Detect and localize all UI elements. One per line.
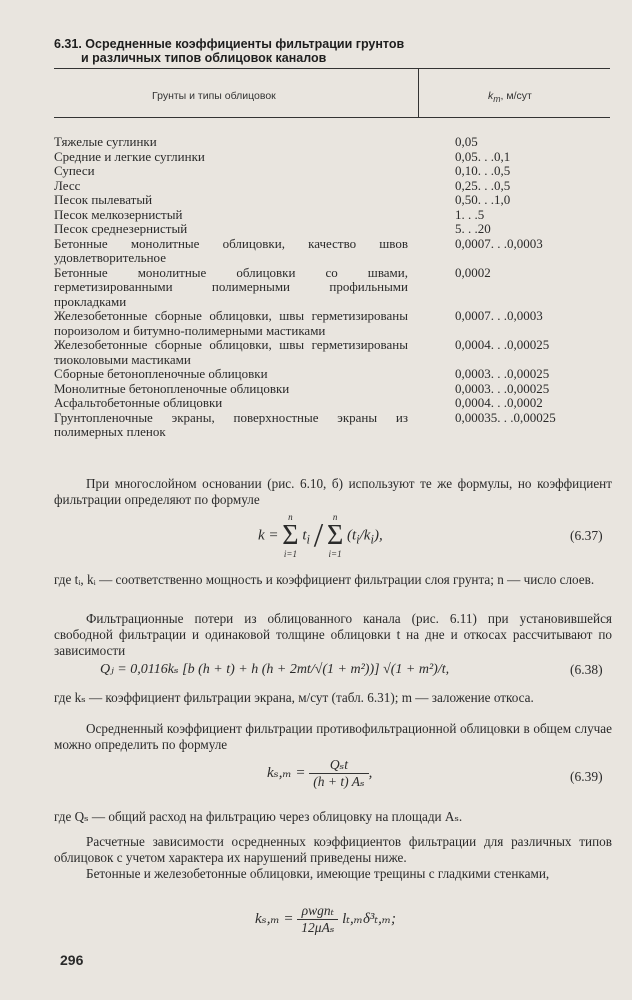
paragraph-multilayer: При многослойном основании (рис. 6.10, б) используют те же формулы, но коэффициент фильтрации определяют по формуле (54, 476, 612, 507)
table-body (54, 135, 610, 440)
filtration-coefficient: 0,0007. . .0,0003 (455, 308, 543, 323)
equation-number-6-38: (6.38) (570, 662, 603, 677)
table-title-line2: и различных типов облицовок каналов (81, 51, 327, 65)
soil-type: Песок пылеватый (54, 192, 153, 207)
table-row (54, 396, 610, 411)
soil-type: Грунтопленочные экраны, поверхностные экраны из полимерных пленок (54, 409, 408, 439)
soil-type: Железобетонные сборные облицовки, швы герметизированы пороизолом и битумно-полимерными мастиками (54, 308, 408, 338)
soil-type: Монолитные бетонопленочные облицовки (54, 380, 290, 396)
filtration-coefficient: 0,0003. . .0,00025 (455, 366, 550, 381)
formula-6-39: kₛ,ₘ = $\frac{\text{Qₛt}}{\text{(h + t) Aₛ}}$ , (267, 757, 373, 789)
table-row (54, 338, 610, 367)
fraction: $\frac{\text{Qₛt}}{\text{(h + t) Aₛ}}$ (309, 757, 368, 790)
equation-number-6-37: (6.37) (570, 528, 603, 543)
table-row (54, 367, 610, 382)
table-row (54, 164, 610, 179)
filtration-coefficient: 1. . .5 (455, 206, 485, 222)
table-title (54, 37, 614, 65)
table-row (54, 266, 610, 310)
table-column-divider (418, 69, 419, 117)
table-row (54, 150, 610, 165)
soil-type: Лесс (54, 177, 81, 193)
formula-6-38: Qⱼ = 0,0116kₛ [b (h + t) + h (h + 2mt/√(1 + m²))] √(1 + m²)/t, (100, 662, 450, 677)
filtration-coefficient: 0,0004. . .0,0002 (455, 395, 543, 410)
equation-number-6-39: (6.39) (570, 769, 603, 784)
soil-type: Супеси (54, 163, 95, 178)
paragraph-filtration-losses: Фильтрационные потери из облицованного канала (рис. 6.11) при установившейся свободной фильтрации и одинаковой толщине облицовки t на дне и откосах рассчитывают по зависимости (54, 611, 612, 658)
table-row (54, 309, 610, 338)
filtration-coefficient: 0,00035. . .0,00025 (455, 409, 556, 425)
fraction: $\frac{\text{ρwgnₜ}}{\text{12μAₛ}}$ (297, 903, 338, 936)
soil-type: Сборные бетонопленочные облицовки (54, 366, 268, 381)
table-row (54, 179, 610, 194)
formula-cracks: kₛ,ₘ = $\frac{\text{ρwgnₜ}}{\text{12μAₛ}}$ lₜ,ₘδ³ₜ,ₘ; (255, 903, 397, 935)
col-header-soil: Грунты и типы облицовок (152, 90, 276, 102)
table-row (54, 382, 610, 397)
paragraph-where-qs: где Qₛ — общий расход на фильтрацию через облицовку на площади Aₛ. (54, 809, 463, 824)
col-header-coef: $k_m$, м/сут (488, 90, 532, 105)
soil-type: Средние и легкие суглинки (54, 148, 205, 164)
filtration-coefficient: 0,0002 (455, 264, 491, 280)
filtration-coefficient: 0,0004. . .0,00025 (455, 337, 550, 352)
soil-type: Бетонные монолитные облицовки со швами, герметизированными полимерными профильными прокладками (54, 264, 408, 309)
table-row (54, 208, 610, 223)
filtration-coefficient: 0,25. . .0,5 (455, 177, 511, 193)
filtration-coefficient: 0,05. . .0,1 (455, 148, 511, 164)
paragraph-calculations: Расчетные зависимости осредненных коэффициентов фильтрации для различных типов облицовок с учетом характера их нарушений приведены ниже. (54, 834, 612, 865)
soil-type: Тяжелые суглинки (54, 134, 157, 149)
formula-6-37: k = n Σ i=1 $t_i$ / n Σ i=1 $(t_i/k_i)$, (258, 512, 383, 559)
filtration-coefficient: 0,50. . .1,0 (455, 192, 511, 207)
soil-type: Бетонные монолитные облицовки, качество швов удовлетворительное (54, 235, 408, 265)
page-number: 296 (60, 952, 84, 968)
filtration-coefficient: 0,10. . .0,5 (455, 163, 511, 178)
soil-type: Железобетонные сборные облицовки, швы герметизированы тиоколовыми мастиками (54, 337, 408, 367)
soil-type: Асфальтобетонные облицовки (54, 395, 223, 410)
table-row (54, 411, 610, 440)
soil-type: Песок среднезернистый (54, 221, 188, 236)
paragraph-averaged-coef: Осредненный коэффициент фильтрации противофильтрационной облицовки в общем случае можно определить по формуле (54, 721, 612, 752)
table-header-rule (54, 117, 610, 118)
table-top-rule (54, 68, 610, 69)
table-row (54, 237, 610, 266)
table-title-line1: Осредненные коэффициенты фильтрации грунтов (85, 37, 405, 51)
table-number: 6.31. (54, 37, 82, 51)
table-row (54, 135, 610, 150)
sum-symbol: n Σ i=1 (282, 512, 299, 559)
filtration-coefficient: 0,0007. . .0,0003 (455, 235, 543, 251)
paragraph-where-ks: где kₛ — коэффициент фильтрации экрана, м/сут (табл. 6.31); m — заложение откоса. (54, 690, 534, 705)
filtration-coefficient: 0,0003. . .0,00025 (455, 380, 550, 396)
paragraph-concrete-cracks: Бетонные и железобетонные облицовки, имеющие трещины с гладкими стенками, (86, 866, 550, 881)
filtration-coefficient: 5. . .20 (455, 221, 491, 236)
table-row (54, 193, 610, 208)
paragraph-where-ti: где tᵢ, kᵢ — соответственно мощность и коэффициент фильтрации слоя грунта; n — число слоев. (54, 572, 595, 587)
soil-type: Песок мелкозернистый (54, 206, 183, 222)
filtration-coefficient: 0,05 (455, 134, 478, 149)
table-row (54, 222, 610, 237)
